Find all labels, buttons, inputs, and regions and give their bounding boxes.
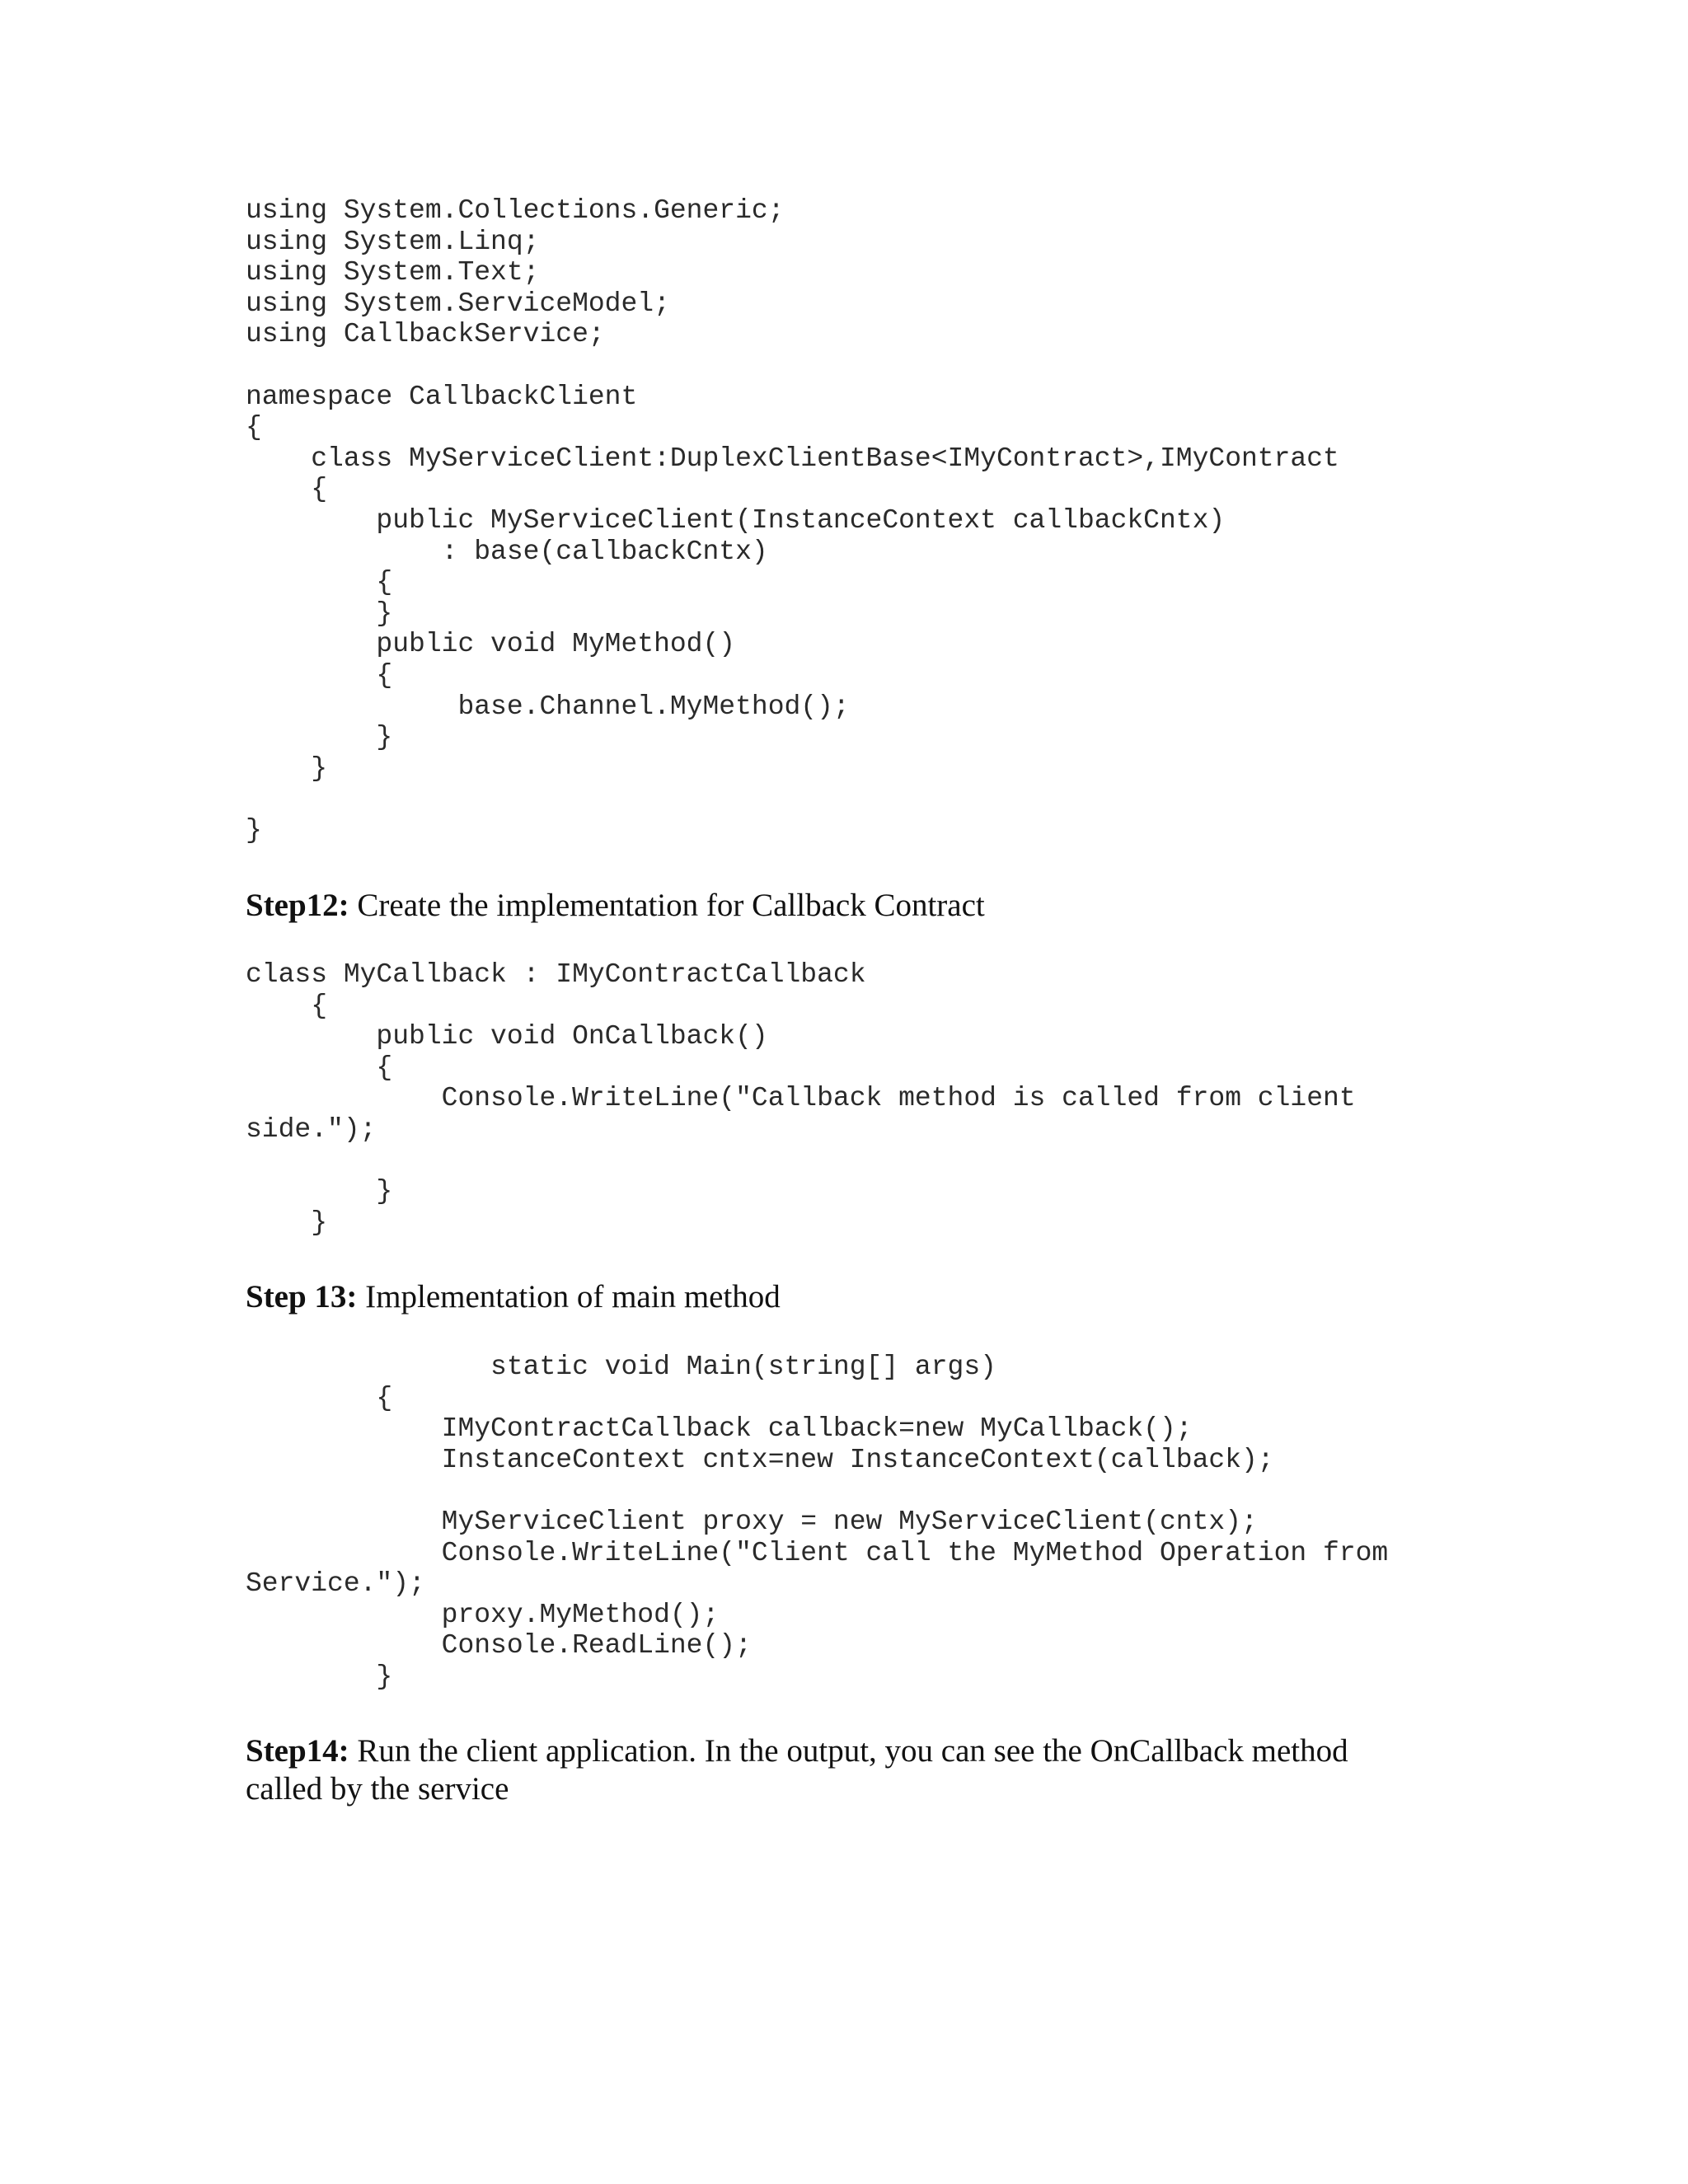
code-line: base.Channel.MyMethod(); [246, 691, 850, 722]
code-line: public MyServiceClient(InstanceContext callbackCntx) [246, 504, 1226, 536]
code-line: { [246, 474, 328, 505]
code-line: } [246, 1176, 393, 1207]
callback-class-code-block [246, 959, 1356, 1238]
step-12-text: Create the implementation for Callback Contract [349, 888, 985, 923]
document-page [246, 0, 1531, 2184]
code-line: InstanceContext cntx=new InstanceContext(callback); [246, 1444, 1274, 1475]
code-line [246, 784, 1339, 815]
code-line: : base(callbackCntx) [246, 536, 768, 567]
code-line: Console.ReadLine(); [246, 1630, 752, 1661]
step-13-text: Implementation of main method [357, 1279, 781, 1315]
code-line: class MyServiceClient:DuplexClientBase<IMyContract>,IMyContract [246, 443, 1339, 474]
step-14-paragraph [246, 1732, 1416, 1808]
code-line: namespace CallbackClient [246, 381, 638, 412]
code-line: proxy.MyMethod(); [246, 1599, 720, 1630]
code-line: using System.Text; [246, 257, 540, 288]
code-line: } [246, 722, 393, 753]
code-line: static void Main(string[] args) [246, 1352, 996, 1382]
code-line: } [246, 1207, 328, 1238]
step-13-label: Step 13: [246, 1279, 358, 1315]
code-line: using System.Collections.Generic; [246, 195, 785, 226]
code-line: side."); [246, 1113, 377, 1145]
code-line: { [246, 990, 328, 1021]
code-line: IMyContractCallback callback=new MyCallback(); [246, 1413, 1193, 1445]
step-13-heading [246, 1278, 1416, 1316]
code-line: { [246, 412, 262, 443]
step-14-text: Run the client application. In the output, you can see the OnCallback method called by the service [246, 1733, 1348, 1807]
code-line: using System.ServiceModel; [246, 288, 670, 319]
code-line: Service."); [246, 1568, 425, 1600]
code-line: Console.WriteLine("Callback method is called from client [246, 1083, 1356, 1114]
client-class-code-block [246, 195, 1339, 846]
code-line: class MyCallback : IMyContractCallback [246, 959, 866, 990]
code-line: } [246, 1661, 393, 1692]
code-line: public void MyMethod() [246, 629, 736, 660]
step-14-label: Step14: [246, 1733, 349, 1769]
step-12-heading [246, 887, 1416, 925]
step-12-label: Step12: [246, 888, 349, 923]
code-line: } [246, 752, 328, 784]
code-line: MyServiceClient proxy = new MyServiceClient(cntx); [246, 1506, 1258, 1537]
code-line: { [246, 659, 393, 691]
code-line: } [246, 814, 262, 846]
code-line [246, 1475, 1388, 1507]
code-line [246, 350, 1339, 382]
code-line [246, 1146, 1356, 1177]
code-line: { [246, 1382, 393, 1413]
code-line: } [246, 598, 393, 629]
code-line: using CallbackService; [246, 319, 605, 350]
main-method-code-block [246, 1352, 1388, 1693]
code-line: public void OnCallback() [246, 1021, 768, 1052]
code-line: { [246, 1052, 393, 1083]
code-line: { [246, 567, 393, 598]
code-line: using System.Linq; [246, 226, 540, 257]
code-line: Console.WriteLine("Client call the MyMethod Operation from [246, 1537, 1389, 1568]
